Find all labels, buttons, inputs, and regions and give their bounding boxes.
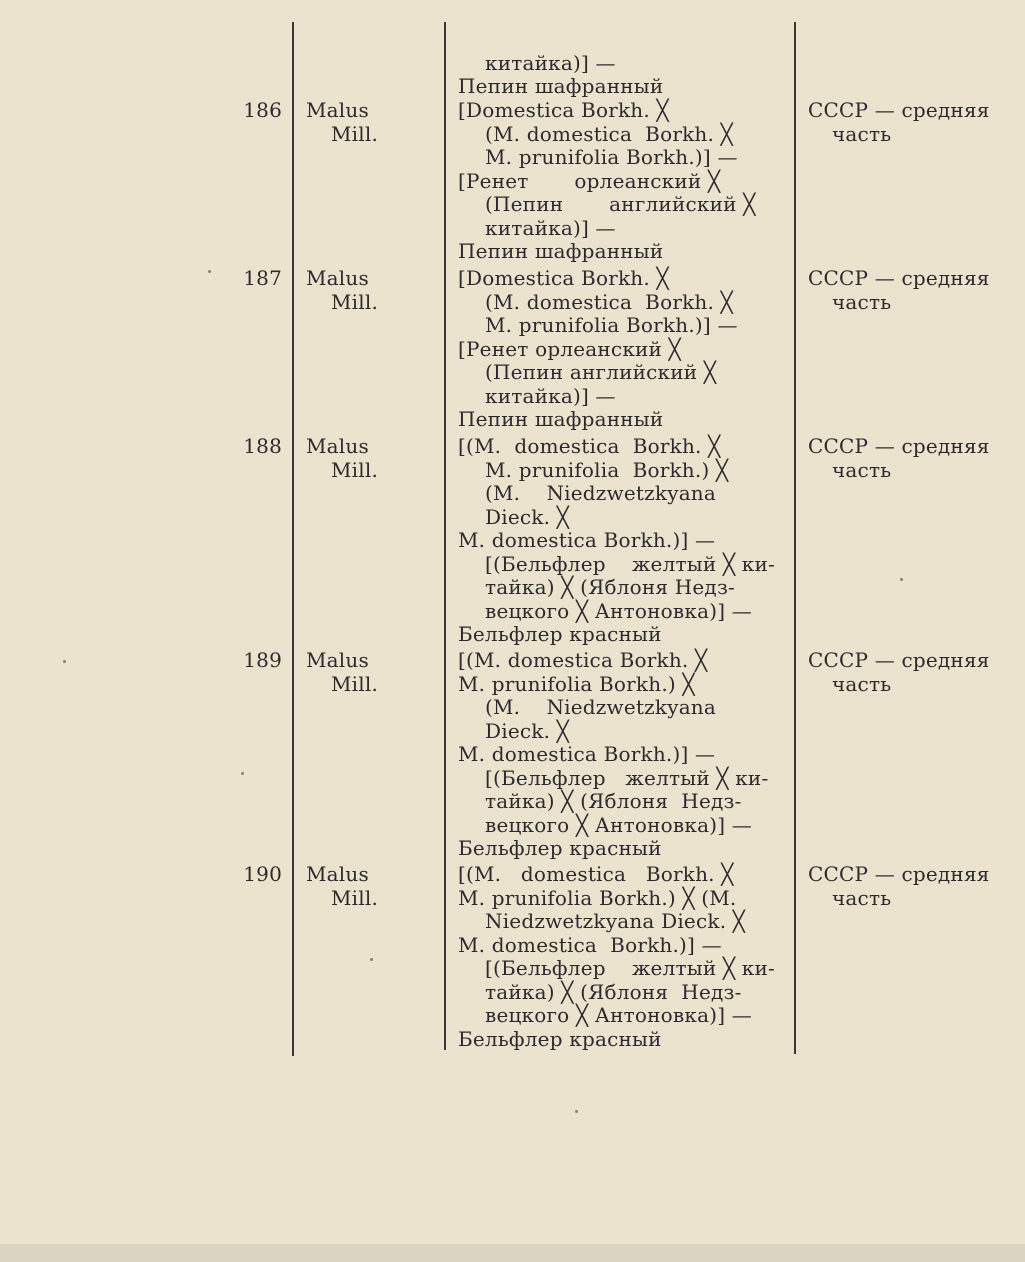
paper-speck bbox=[63, 660, 66, 663]
cross-line: Пепин шафранный bbox=[458, 239, 664, 263]
cross-line: китайка)] — bbox=[485, 216, 616, 240]
genus-name: Malus bbox=[306, 648, 369, 672]
cross-line: M. prunifolia Borkh.) ╳ bbox=[485, 458, 729, 482]
column-rule-2 bbox=[444, 22, 446, 1050]
cross-line: [(M. domestica Borkh. ╳ bbox=[458, 434, 721, 458]
cross-line: Пепин шафранный bbox=[458, 407, 664, 431]
paper-speck bbox=[208, 270, 211, 273]
cross-line: [(M. domestica Borkh. ╳ bbox=[458, 862, 734, 886]
cross-line: [Ренет орлеанский ╳ bbox=[458, 169, 721, 193]
cross-line: (Пепин английский ╳ bbox=[485, 192, 756, 216]
cross-line: (Пепин английский ╳ bbox=[485, 360, 717, 384]
entry-number: 186 bbox=[243, 98, 282, 122]
cross-line: (M. Niedzwetzkyana bbox=[485, 695, 717, 719]
cross-line: M. prunifolia Borkh.)] — bbox=[485, 145, 738, 169]
cross-line: Бельфлер красный bbox=[458, 836, 662, 860]
cross-line: вецкого ╳ Антоновка)] — bbox=[485, 599, 752, 623]
cross-line: [Ренет орлеанский ╳ bbox=[458, 337, 681, 361]
cross-line: Бельфлер красный bbox=[458, 1027, 662, 1051]
cross-line: [Domestica Borkh. ╳ bbox=[458, 98, 669, 122]
cross-line: тайка) ╳ (Яблоня Недз- bbox=[485, 980, 742, 1004]
region-text: СССР — средняя bbox=[808, 862, 990, 886]
region-text: часть bbox=[832, 290, 892, 314]
cross-line: китайка)] — bbox=[485, 51, 616, 75]
cross-line: вецкого ╳ Антоновка)] — bbox=[485, 1003, 752, 1027]
entry-number: 188 bbox=[243, 434, 282, 458]
cross-line: (M. domestica Borkh. ╳ bbox=[485, 290, 733, 314]
cross-line: Dieck. ╳ bbox=[485, 505, 569, 529]
cross-line: M. prunifolia Borkh.) ╳ bbox=[458, 672, 695, 696]
cross-line: [(Бельфлер желтый ╳ ки- bbox=[485, 956, 775, 980]
cross-line: M. domestica Borkh.)] — bbox=[458, 742, 716, 766]
cross-line: [(Бельфлер желтый ╳ ки- bbox=[485, 552, 775, 576]
genus-name: Malus bbox=[306, 862, 369, 886]
entry-number: 187 bbox=[243, 266, 282, 290]
genus-author: Mill. bbox=[331, 290, 379, 314]
cross-line: вецкого ╳ Антоновка)] — bbox=[485, 813, 752, 837]
cross-line: китайка)] — bbox=[485, 384, 616, 408]
cross-line: Пепин шафранный bbox=[458, 74, 664, 98]
cross-line: M. domestica Borkh.)] — bbox=[458, 528, 716, 552]
genus-name: Malus bbox=[306, 266, 369, 290]
genus-name: Malus bbox=[306, 98, 369, 122]
cross-line: тайка) ╳ (Яблоня Недз- bbox=[485, 575, 736, 599]
paper-speck bbox=[575, 1110, 578, 1113]
region-text: часть bbox=[832, 672, 892, 696]
cross-line: [(M. domestica Borkh. ╳ bbox=[458, 648, 708, 672]
cross-line: [Domestica Borkh. ╳ bbox=[458, 266, 669, 290]
region-text: часть bbox=[832, 886, 892, 910]
genus-author: Mill. bbox=[331, 122, 379, 146]
genus-author: Mill. bbox=[331, 458, 379, 482]
region-text: СССР — средняя bbox=[808, 266, 990, 290]
cross-line: тайка) ╳ (Яблоня Недз- bbox=[485, 789, 742, 813]
cross-line: M. prunifolia Borkh.)] — bbox=[485, 313, 738, 337]
entry-number: 190 bbox=[243, 862, 282, 886]
column-rule-3 bbox=[794, 22, 796, 1054]
paper-speck bbox=[241, 772, 244, 775]
column-rule-1 bbox=[292, 22, 294, 1056]
cross-line: Бельфлер красный bbox=[458, 622, 662, 646]
region-text: часть bbox=[832, 458, 892, 482]
genus-author: Mill. bbox=[331, 672, 379, 696]
cross-line: M. domestica Borkh.)] — bbox=[458, 933, 722, 957]
cross-line: Niedzwetzkyana Dieck. ╳ bbox=[485, 909, 746, 933]
cross-line: Dieck. ╳ bbox=[485, 719, 569, 743]
cross-line: (M. Niedzwetzkyana bbox=[485, 481, 717, 505]
cross-line: (M. domestica Borkh. ╳ bbox=[485, 122, 733, 146]
paper-speck bbox=[370, 958, 373, 961]
region-text: часть bbox=[832, 122, 892, 146]
genus-name: Malus bbox=[306, 434, 369, 458]
genus-author: Mill. bbox=[331, 886, 379, 910]
page-bottom-edge bbox=[0, 1244, 1025, 1262]
entry-number: 189 bbox=[243, 648, 282, 672]
region-text: СССР — средняя bbox=[808, 434, 990, 458]
paper-speck bbox=[900, 578, 903, 581]
region-text: СССР — средняя bbox=[808, 648, 990, 672]
cross-line: M. prunifolia Borkh.) ╳ (M. bbox=[458, 886, 737, 910]
region-text: СССР — средняя bbox=[808, 98, 990, 122]
cross-line: [(Бельфлер желтый ╳ ки- bbox=[485, 766, 769, 790]
